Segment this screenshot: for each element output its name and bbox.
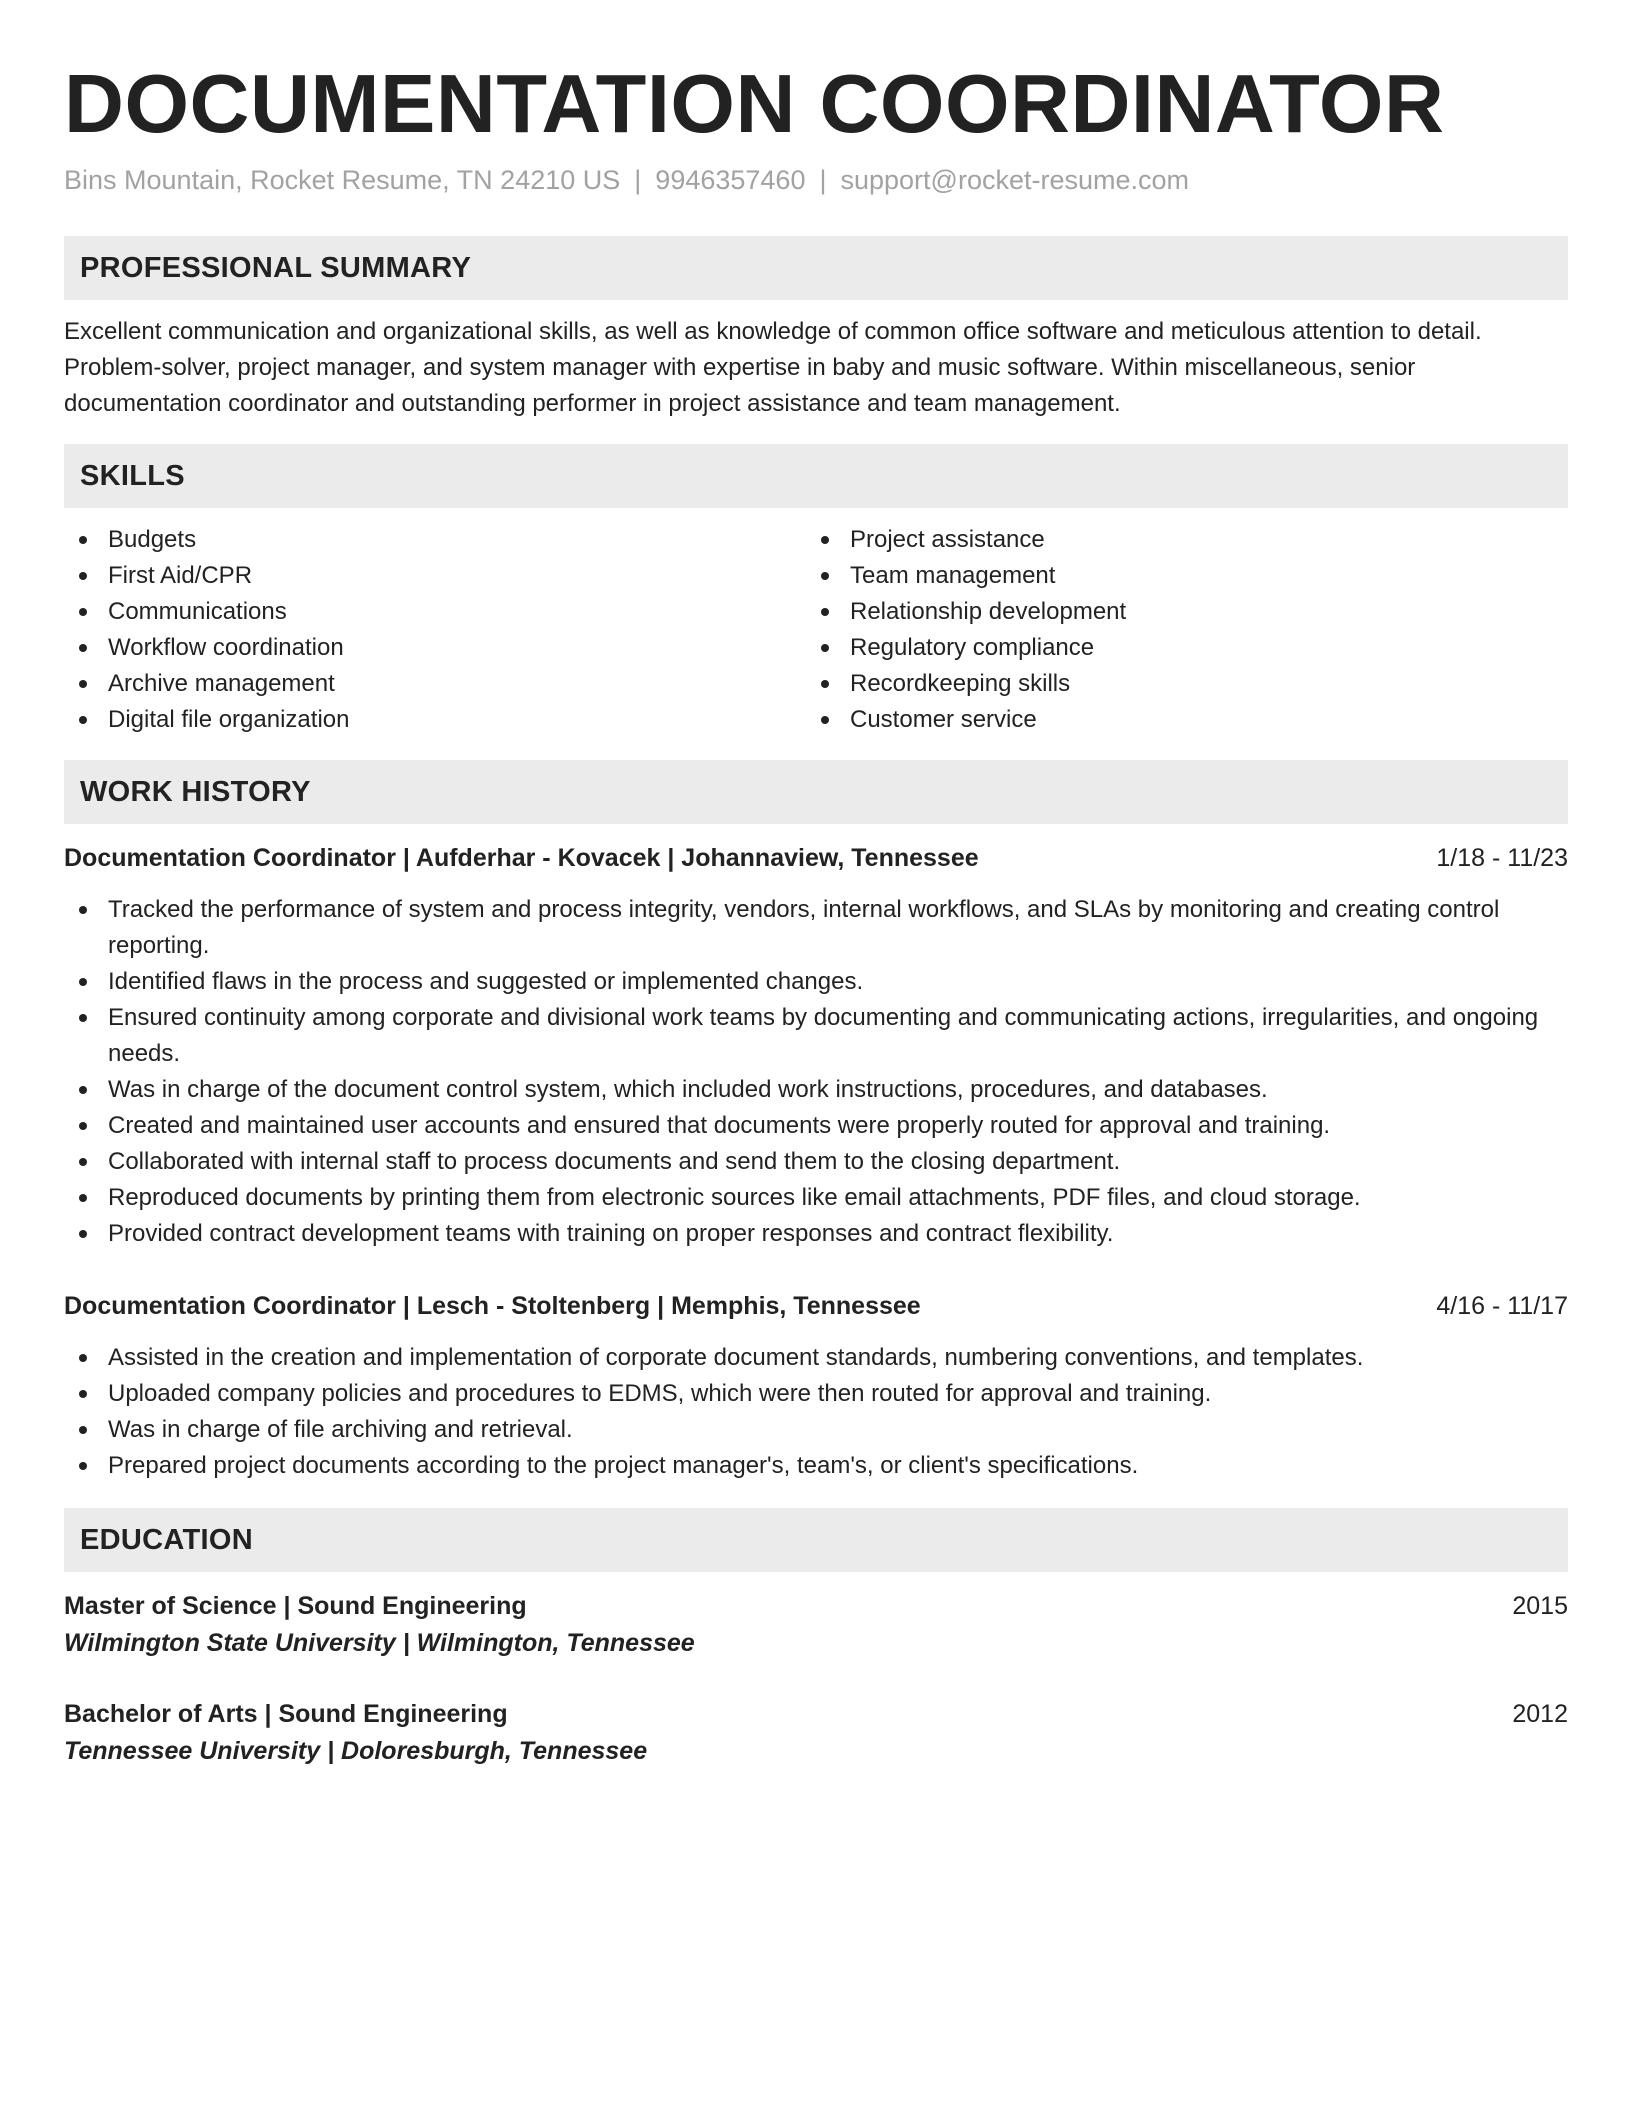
job-bullets [64, 892, 1568, 1252]
education-header [64, 1696, 1568, 1732]
job-dates: 1/18 - 11/23 [1436, 844, 1568, 872]
job-bullet: Reproduced documents by printing them from electronic sources like email attachments, PDF files, and cloud storage. [64, 1180, 1568, 1216]
education-header [64, 1588, 1568, 1624]
skill-item: Communications [64, 594, 806, 630]
job-entry [64, 840, 1568, 1252]
job-bullet: Tracked the performance of system and process integrity, vendors, internal workflows, and SLAs by monitoring and creating control reporting. [64, 892, 1568, 964]
education-school: Tennessee University | Doloresburgh, Tennessee [64, 1737, 648, 1765]
skill-item: Project assistance [806, 522, 1548, 558]
contact-email: support@rocket-resume.com [840, 165, 1190, 195]
education-degree: Bachelor of Arts | Sound Engineering [64, 1700, 508, 1728]
skill-item: Workflow coordination [64, 630, 806, 666]
contact-separator: | [819, 165, 827, 195]
job-header [64, 840, 1568, 876]
resume-page [64, 0, 1568, 1770]
contact-phone: 9946357460 [655, 165, 806, 195]
skills-list-right [806, 522, 1548, 738]
skills-columns [64, 522, 1568, 738]
section-heading-education: EDUCATION [64, 1508, 1568, 1572]
job-title: Documentation Coordinator | Lesch - Stoltenberg | Memphis, Tennessee [64, 1292, 921, 1320]
job-header [64, 1288, 1568, 1324]
job-bullet: Collaborated with internal staff to process documents and send them to the closing department. [64, 1144, 1568, 1180]
section-heading-work-history: WORK HISTORY [64, 760, 1568, 824]
job-entry [64, 1288, 1568, 1484]
skills-list-left [64, 522, 806, 738]
education-year: 2015 [1512, 1592, 1568, 1620]
candidate-title: DOCUMENTATION COORDINATOR [64, 57, 1445, 150]
job-bullet: Provided contract development teams with training on proper responses and contract flexibility. [64, 1216, 1568, 1252]
job-bullet: Was in charge of file archiving and retrieval. [64, 1412, 1568, 1448]
education-entry [64, 1588, 1568, 1662]
job-bullet: Ensured continuity among corporate and divisional work teams by documenting and communicating actions, irregularities, and ongoing needs. [64, 1000, 1568, 1072]
education-degree: Master of Science | Sound Engineering [64, 1592, 527, 1620]
skill-item: Archive management [64, 666, 806, 702]
skill-item: First Aid/CPR [64, 558, 806, 594]
job-bullet: Created and maintained user accounts and ensured that documents were properly routed for approval and training. [64, 1108, 1568, 1144]
job-bullet: Prepared project documents according to the project manager's, team's, or client's specifications. [64, 1448, 1568, 1484]
section-heading-summary: PROFESSIONAL SUMMARY [64, 236, 1568, 300]
education-school: Wilmington State University | Wilmington, Tennessee [64, 1629, 695, 1657]
contact-line [64, 162, 1568, 198]
skill-item: Relationship development [806, 594, 1548, 630]
job-title: Documentation Coordinator | Aufderhar - Kovacek | Johannaview, Tennessee [64, 844, 979, 872]
skill-item: Regulatory compliance [806, 630, 1548, 666]
education-year: 2012 [1512, 1700, 1568, 1728]
job-dates: 4/16 - 11/17 [1436, 1292, 1568, 1320]
skill-item: Recordkeeping skills [806, 666, 1548, 702]
skill-item: Team management [806, 558, 1548, 594]
skill-item: Budgets [64, 522, 806, 558]
contact-separator: | [634, 165, 642, 195]
skill-item: Customer service [806, 702, 1548, 738]
summary-text: Excellent communication and organizational skills, as well as knowledge of common office software and meticulous attention to detail. Problem-solver, project manager, and system manager with expertise in baby and music software. Within miscellaneous, senior documentation coordinator and outstanding performer in project assistance and team management. [64, 318, 1482, 417]
job-bullet: Assisted in the creation and implementation of corporate document standards, numbering conventions, and templates. [64, 1340, 1568, 1376]
education-entry [64, 1696, 1568, 1770]
job-bullet: Was in charge of the document control system, which included work instructions, procedures, and databases. [64, 1072, 1568, 1108]
contact-address: Bins Mountain, Rocket Resume, TN 24210 US [64, 165, 621, 195]
job-bullet: Identified flaws in the process and suggested or implemented changes. [64, 964, 1568, 1000]
job-bullet: Uploaded company policies and procedures to EDMS, which were then routed for approval and training. [64, 1376, 1568, 1412]
skill-item: Digital file organization [64, 702, 806, 738]
job-bullets [64, 1340, 1568, 1484]
section-heading-skills: SKILLS [64, 444, 1568, 508]
